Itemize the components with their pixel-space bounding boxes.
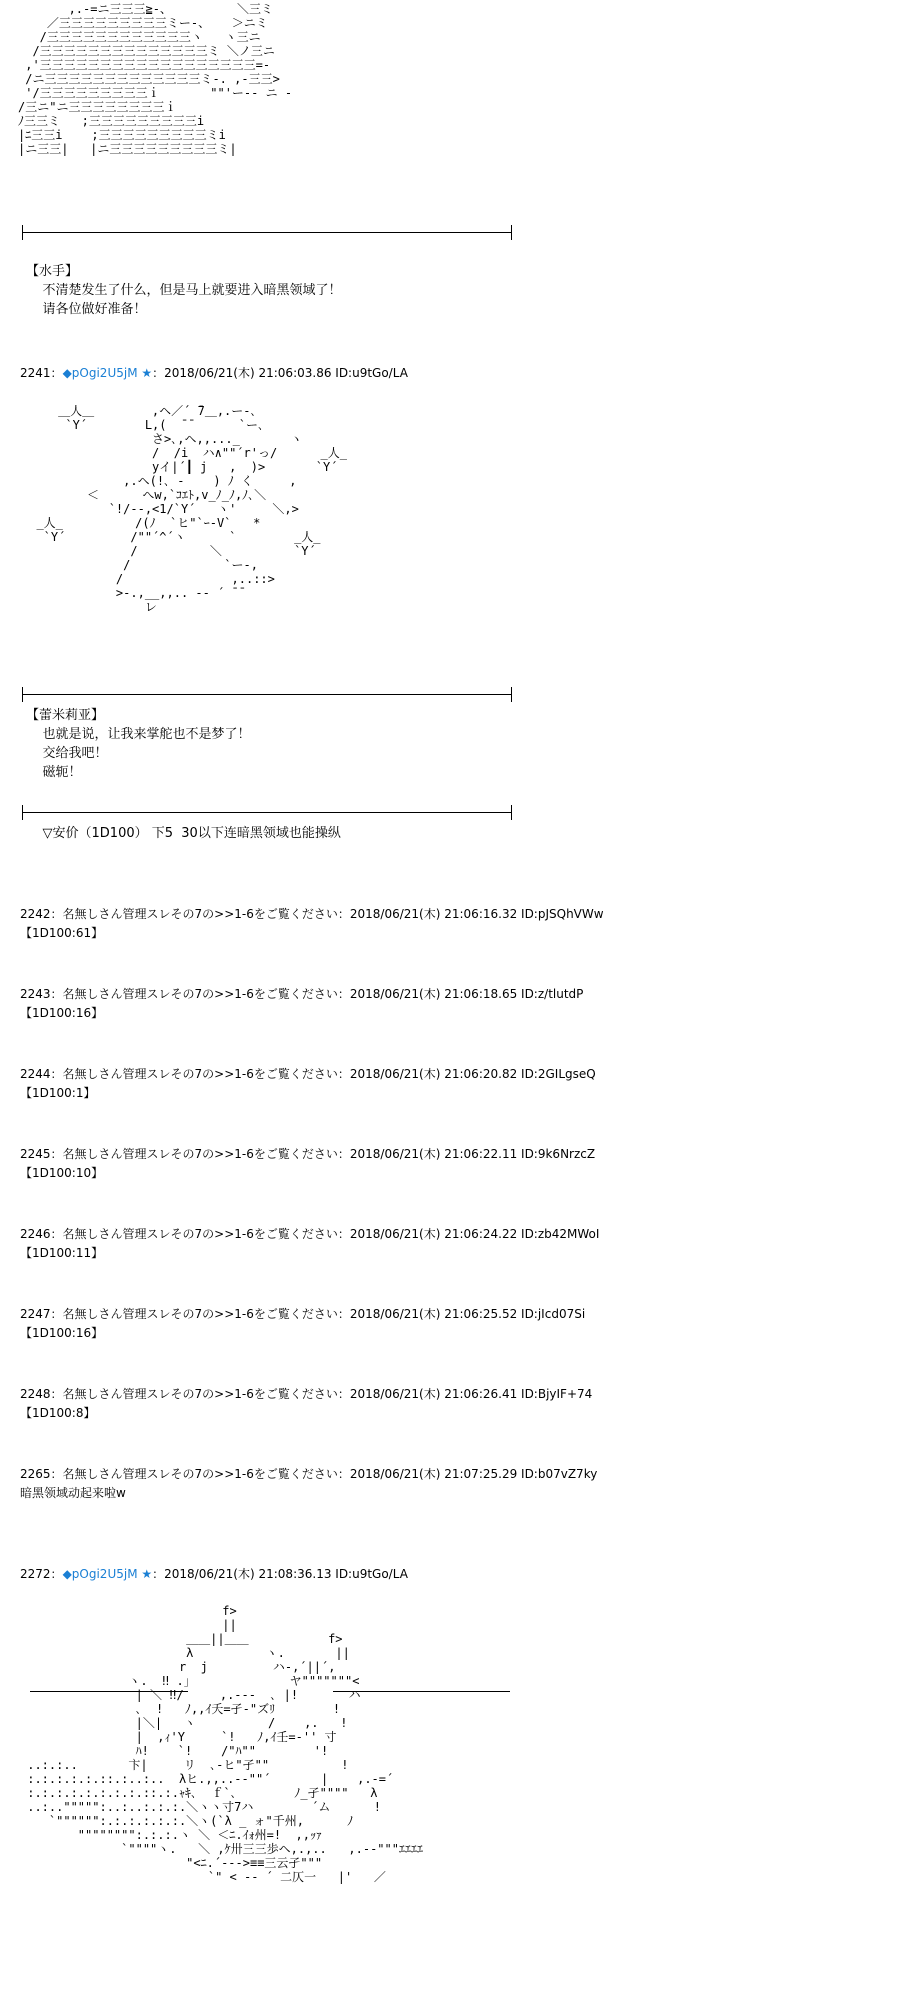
reply-body: 【1D100:8】 xyxy=(20,1406,96,1420)
reply-body: 【1D100:10】 xyxy=(20,1166,104,1180)
post-body-sailor: 【水手】 不清楚发生了什么，但是马上就要进入暗黑领域了！ 请各位做好准备！ xyxy=(26,264,342,317)
reply-body: 【1D100:1】 xyxy=(20,1086,96,1100)
reply-header: 2243：名無しさん管理スレその7の>>1-6をご覧ください：2018/06/21(木) 21:06:18.65 ID:z/tlutdP xyxy=(20,987,584,1001)
tripcode-link[interactable]: ◆pOgi2U5jM xyxy=(62,366,138,380)
reply-header: 2248：名無しさん管理スレその7の>>1-6をご覧ください：2018/06/21(木) 21:06:26.41 ID:BjyIF+74 xyxy=(20,1387,593,1401)
top-ascii-art: ,.-=ニ三三三≧-、 ＼三ミ ／三三三三三三三三三ミー-、 ＞ニミ /三三三三三三三三三三三三ヽ ヽ三ニ /三三三三三三三三三三三三三三ミ ＼ノ三ニ ,'三三三三三三三三三三三三三三三三三三=- /ニ三三三三三三三三三三三三三ミ-. ,-三三> '/三三三三三三三三三ｉ ""'ー-- ニ - /三ニ"ニ三三三三三三三三ｉ ﾉ三三ミ ;三三三三三三三三三i |ﾆ三三i ;三三三三三三三三三ミi |ニ三三| |ニ三三三三三三三三三ミ| xyxy=(18,2,293,156)
post-number: 2272 xyxy=(20,1567,51,1581)
reply-body: 暗黑领域动起来啦w xyxy=(20,1486,126,1500)
reply-body: 【1D100:61】 xyxy=(20,926,104,940)
anka-instruction: ▽安价（1D100） 下5 30以下连暗黑领域也能操纵 xyxy=(26,826,341,841)
divider-rule xyxy=(22,812,512,813)
divider-rule xyxy=(22,694,512,695)
reply-body: 【1D100:16】 xyxy=(20,1326,104,1340)
reply-header: 2247：名無しさん管理スレその7の>>1-6をご覧ください：2018/06/21(木) 21:06:25.52 ID:jIcd07Si xyxy=(20,1307,586,1321)
reply-header: 2242：名無しさん管理スレその7の>>1-6をご覧ください：2018/06/21(木) 21:06:16.32 ID:pJSQhVWw xyxy=(20,907,604,921)
post-header-2272: 2272：◆pOgi2U5jM ★：2018/06/21(木) 21:08:36.13 ID:u9tGo/LA xyxy=(20,1567,408,1581)
star-icon: ★ xyxy=(141,1567,153,1581)
ship-ascii-art: f> || ＿＿||＿＿ f> λ ヽ. || r j ハ-,´||´, ヽ. ‼ .」 ヤ"""""""< | ＼ ‼/ ,.--- ､ |! ハ ､ ! ﾉ,,ｲ夭=孑-"ズﾘ ! |＼| ヽ / ,. ! | ,ｨ'Y `! ﾉ,ｲ壬=-'' 寸 ﾊ! `! /"ﾊ"" '! ..:.:.. 卞| リ ､-ヒ"孑"" ! :.:.:.:.:.::.:..:.. λヒ.,,..--""´ | ,.-=´ :.:.:.:.:.:.:.:.::.:.ｬｷ､ ｆ`､ ﾉ_孑"""" λ ..:..""""":..:..:.:.:.＼ヽヽ寸7ハ ´ム ! `"""""":.:.:.:.:.:.＼ヽ(`λ _ ォ"千州, ﾉ """""""":.:.:.ヽ ＼ ＜ﾆ.ｲｫ州=! ,,ｯｧ `""""ヽ. ＼ ,ｹ卅三三歩ヘ,.,.. ,.--"""ｴｴｴｴ "<ﾆ.´--->≡≡三云孑""" `" < -- ´ 二仄一 |' ／ xyxy=(27,1604,423,1884)
post-body-remilia: 【蕾米莉亚】 也就是说，让我来掌舵也不是梦了！ 交给我吧！ 磁轭！ xyxy=(26,708,251,780)
star-icon: ★ xyxy=(141,366,153,380)
divider-rule xyxy=(22,232,512,233)
tripcode-link[interactable]: ◆pOgi2U5jM xyxy=(62,1567,138,1581)
reply-header: 2265：名無しさん管理スレその7の>>1-6をご覧ください：2018/06/21(木) 21:07:25.29 ID:b07vZ7ky xyxy=(20,1467,598,1481)
post-date-id: ：2018/06/21(木) 21:06:03.86 ID:u9tGo/LA xyxy=(152,366,408,380)
reply-header: 2246：名無しさん管理スレその7の>>1-6をご覧ください：2018/06/21(木) 21:06:24.22 ID:zb42MWoI xyxy=(20,1227,600,1241)
reply-body: 【1D100:16】 xyxy=(20,1006,104,1020)
post-date-id: ：2018/06/21(木) 21:08:36.13 ID:u9tGo/LA xyxy=(152,1567,408,1581)
post-number: 2241 xyxy=(20,366,51,380)
reply-body: 【1D100:11】 xyxy=(20,1246,104,1260)
remilia-ascii-art: ＿人＿ ,ヘ／´ ̄7＿,.ー-､ `Y´ L,( ̄ ̄ `ー､ さ>､,ヘ,,..._ ヽ / /i ハ∧""´r'っ/ _人_ yイ|´┃ j , )> `Y´ ,.ヘ(!､ - ) ﾉ く , ＜ へw,`ｺｴﾄ,v_ﾉ_ﾉ,ﾉ､＼ `!/--,<1/`Y´ ヽ' ＼,> _人_ /(ﾉ `ヒ"`ｰ-V` * `Y´ /""´^´ヽ ` _人_ / ＼ `Y´ / `ー-, / ,..::> >-.,__,,.. -- ´ ̄ ̄ レ xyxy=(36,404,347,614)
post-header-2241: 2241：◆pOgi2U5jM ★：2018/06/21(木) 21:06:03.86 ID:u9tGo/LA xyxy=(20,366,408,380)
reply-header: 2245：名無しさん管理スレその7の>>1-6をご覧ください：2018/06/21(木) 21:06:22.11 ID:9k6NrzcZ xyxy=(20,1147,596,1161)
reply-header: 2244：名無しさん管理スレその7の>>1-6をご覧ください：2018/06/21(木) 21:06:20.82 ID:2GILgseQ xyxy=(20,1067,596,1081)
